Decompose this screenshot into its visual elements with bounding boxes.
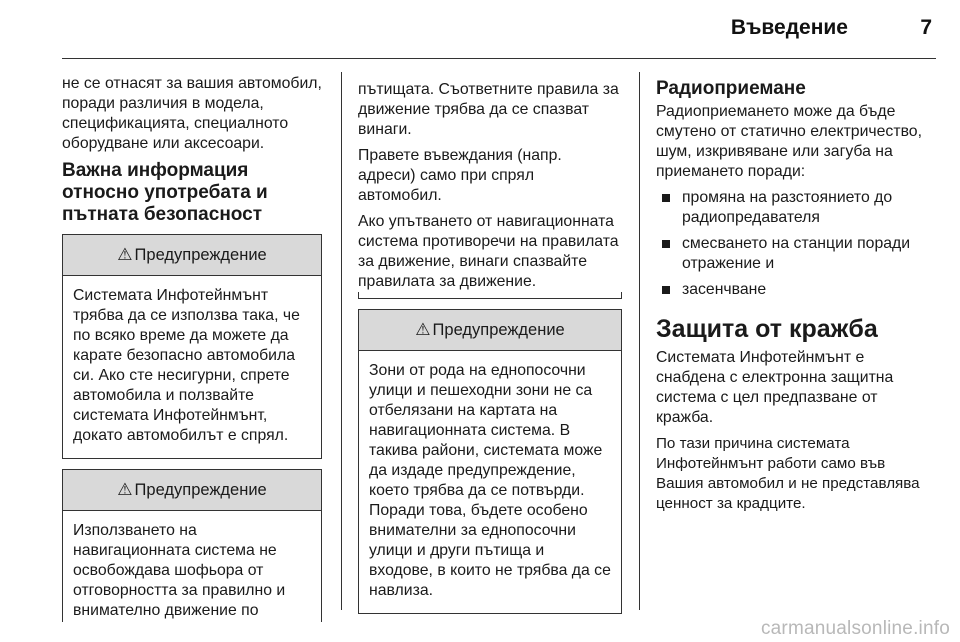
radio-heading: Радиоприемане: [656, 78, 806, 99]
warning-box-2: [62, 469, 322, 622]
warning-title: Предупреждение: [432, 321, 565, 339]
warning-triangle-icon: ⚠: [117, 480, 133, 499]
column-divider-2: [639, 72, 640, 610]
column-2: [358, 80, 622, 624]
theft-paragraph: По тази причина системата Инфотейнмънт работи само във Вашия автомобил и не представлява ценност за крадците.: [656, 435, 920, 512]
radio-list: [656, 188, 936, 300]
paragraph: Правете въвеждания (напр. адреси) само при спрял автомобил.: [358, 147, 562, 204]
intro-paragraph: не се отнасят за вашия автомобил, поради различия в модела, спецификацията, специалното оборудване или аксесоари.: [62, 75, 322, 152]
warning-triangle-icon: ⚠: [415, 320, 431, 339]
list-item: промяна на разстоянието до радиопредавателя: [656, 188, 936, 228]
column-1: [62, 74, 322, 632]
box-closing-edge: [358, 292, 622, 299]
warning-box-1: [62, 234, 322, 459]
radio-paragraph: Радиоприемането може да бъде смутено от статично електричество, шум, изкривяване или загуба на приемането поради:: [656, 103, 922, 180]
list-item: смесването на станции поради отражение и: [656, 234, 936, 274]
warning-box-header: [63, 235, 321, 276]
warning-box-3: [358, 309, 622, 614]
warning-box-header: [63, 470, 321, 511]
warning-triangle-icon: ⚠: [117, 245, 133, 264]
warning-title: Предупреждение: [134, 481, 267, 499]
paragraph: Ако упътването от навигационната система противоречи на правилата за движение, винаги спазвайте правилата за движение.: [358, 213, 619, 290]
column-divider-1: [341, 72, 342, 610]
theft-paragraph: Системата Инфотейнмънт е снабдена с електронна защитна система с цел предпазване от кражба.: [656, 349, 894, 426]
watermark-text: carmanualsonline.info: [760, 618, 950, 639]
warning-text: Зони от рода на еднопосочни улици и пешеходни зони не са отбелязани на картата на навигационната система. В такива райони, системата може да издаде предупреждение, което трябва да се потвърди. Поради това, бъдете особено внимателни за еднопосочни улици и други пътища и входове, в които не трябва да се навлиза.: [369, 362, 611, 599]
warning-text: Системата Инфотейнмънт трябва да се използва така, че по всяко време да можете да карате безопасно автомобила си. Ако сте несигурни, спрете автомобила и ползвайте системата Инфотейнмънт, докато автомобилът е спрял.: [73, 287, 300, 444]
page-number: 7: [920, 16, 932, 39]
safety-heading: Важна информация относно употребата и пътната безопасност: [62, 160, 268, 225]
theft-heading: Защита от кражба: [656, 315, 878, 343]
list-item: засенчване: [656, 280, 936, 300]
paragraph: пътищата. Съответните правила за движение трябва да се спазват винаги.: [358, 81, 619, 138]
warning-text: Използването на навигационната система не освобождава шофьора от отговорността за правилно и внимателно движение по: [73, 522, 286, 619]
header-divider: [62, 58, 936, 59]
warning-box-header: [359, 310, 621, 351]
column-3: [656, 78, 936, 520]
page-header-title: Въведение: [730, 16, 848, 39]
warning-title: Предупреждение: [134, 246, 267, 264]
